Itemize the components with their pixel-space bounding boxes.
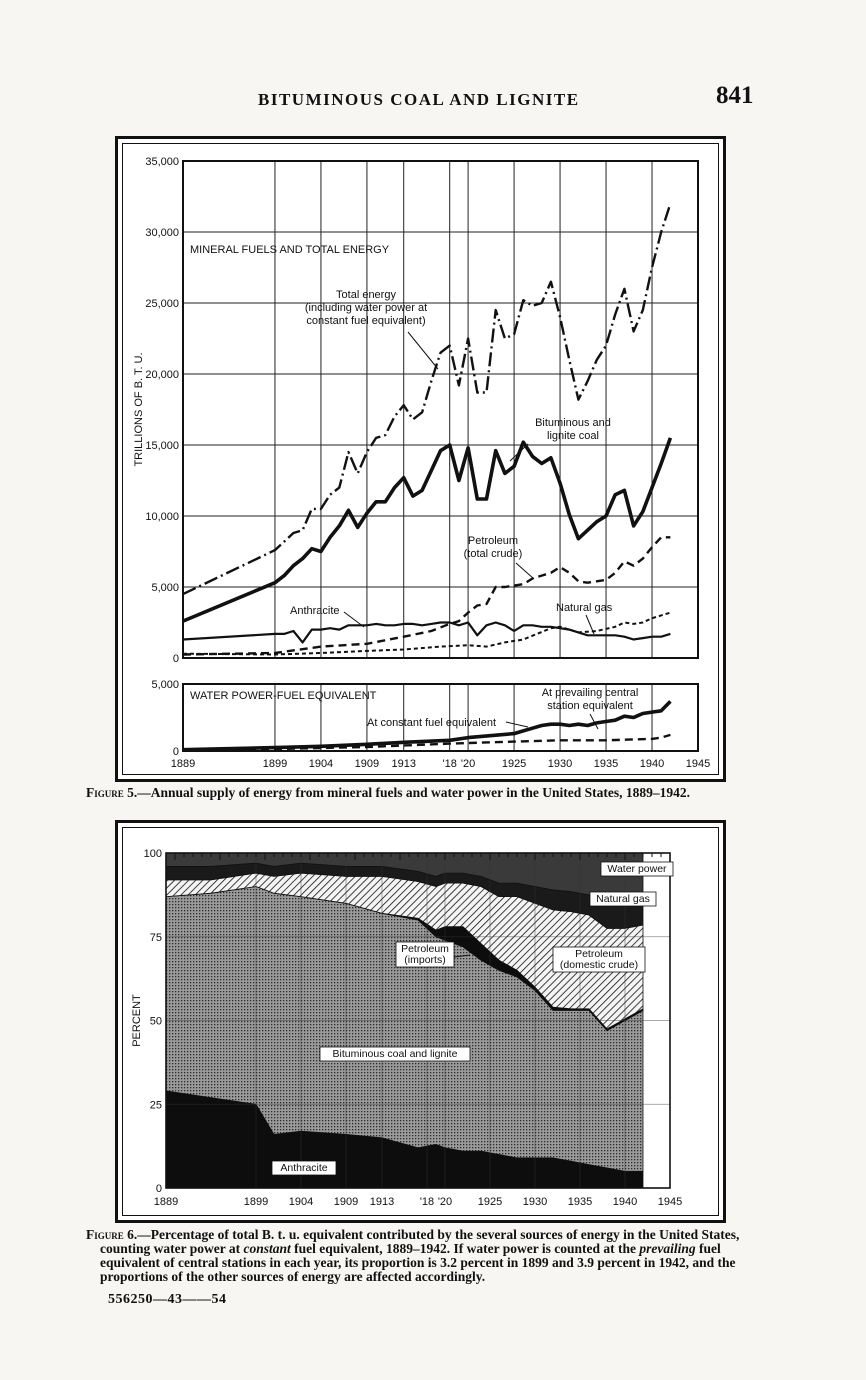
x-tick-label-1940: 1940 [612,1196,638,1208]
label-petroleum-domestic-crude-line-2: (domestic crude) [559,959,639,971]
x-tick-label-1935: 1935 [567,1196,593,1208]
y-tick-label-50: 50 [149,1015,162,1028]
page-number: 841 [716,82,754,109]
label-prevailing-central-station [542,687,639,712]
figure-6-caption [86,1228,776,1284]
label-petroleum-line-1: Petroleum [467,535,519,547]
x-tick-label-1925: 1925 [501,758,527,770]
label-bituminous-coal-line-2: lignite coal [547,430,599,442]
figure-6-caption-text-c: fuel equivalent of central stations in each year, its proportion is 3.2 percent in 1899 and 3.9 percent in 1942, and the proportions of the other sources of energy are affected accordingly. [100,1241,736,1284]
label-natural-gas-line-1: Natural gas [596,893,650,905]
label-water-power-line-1: Water power [607,863,667,875]
label-petroleum [464,535,523,560]
y-axis-label: TRILLIONS OF B. T. U. [133,352,145,467]
print-code-footer: 556250—43——54 [108,1292,227,1307]
leader-petroleum [516,563,534,579]
figure-6-caption-emphasis-constant: constant [243,1241,291,1256]
label-anthracite-line-1: Anthracite [290,605,340,617]
label-total-energy [305,289,427,327]
y-tick-label-15000: 15,000 [145,440,179,452]
figure-6-frame [115,820,726,1223]
label-petroleum-line-2: (total crude) [463,548,523,560]
x-tick-label-1909: 1909 [333,1196,359,1208]
y-tick-label-35000: 35,000 [145,156,179,168]
water-y-tick-label-0: 0 [172,746,179,758]
figure-5-frame [115,136,726,782]
x-tick-label-1889: 1889 [170,758,196,770]
label-petroleum-imports-line-2: (imports) [404,954,446,966]
label-total-energy-line-1: Total energy [336,289,396,301]
label-natural-gas [556,602,613,614]
label-petroleum-imports [401,943,449,966]
y-tick-label-25000: 25,000 [145,298,179,310]
label-constant-fuel-equivalent-line-1: At constant fuel equivalent [367,717,497,729]
leader-total-energy [408,332,438,369]
label-total-energy-line-3: constant fuel equivalent) [306,315,426,327]
y-tick-label-0: 0 [172,653,179,665]
label-prevailing-central-station-line-1: At prevailing central [541,687,639,699]
y-tick-label-100: 100 [143,848,162,860]
figure-6-caption-text-a: .—Percentage of total B. t. u. equivalent contributed by the several sources of energy in the United States, counting water power at [100,1227,740,1256]
x-tick-label-18: '18 [419,1196,435,1208]
series-natural-gas-line [183,613,670,655]
label-petroleum-imports-line-1: Petroleum [401,943,449,955]
label-bituminous-coal-line-1: Bituminous and [535,417,611,429]
x-tick-label-1945: 1945 [685,758,711,770]
figure-5-chart [118,139,723,779]
y-tick-label-20000: 20,000 [145,369,179,381]
figure-6-caption-label: Figure 6 [86,1227,134,1242]
series-total-energy-including-water-power-at-constant-fuel-equivalent-line [183,204,670,594]
label-bituminous-coal [535,417,611,442]
x-tick-label-1904: 1904 [288,1196,314,1208]
x-tick-label-1913: 1913 [369,1196,395,1208]
label-prevailing-central-station-line-2: station equivalent [547,700,633,712]
x-tick-label-1889: 1889 [153,1196,179,1208]
x-tick-label-1904: 1904 [308,758,334,770]
label-bituminous-coal-and-lignite [333,1048,458,1060]
figure-5-caption-label: Figure 5 [86,785,134,800]
y-tick-label-75: 75 [149,931,162,944]
label-total-energy-line-2: (including water power at [304,302,428,314]
label-water-power [607,863,667,875]
y-tick-label-30000: 30,000 [145,227,179,239]
x-tick-label-1913: 1913 [391,758,416,770]
y-tick-label-25: 25 [149,1099,162,1112]
y-tick-label-5000: 5,000 [151,582,179,594]
label-natural-gas [596,893,650,905]
x-tick-label-1930: 1930 [522,1196,548,1208]
y-tick-label-10000: 10,000 [145,511,179,523]
label-natural-gas-line-1: Natural gas [556,602,613,614]
series-petroleum-total-crude-line [183,537,670,654]
x-tick-label-1945: 1945 [657,1196,683,1208]
water-panel-title: WATER POWER-FUEL EQUIVALENT [190,690,377,702]
label-bituminous-coal-and-lignite-line-1: Bituminous coal and lignite [332,1048,458,1060]
label-anthracite [290,605,340,617]
x-tick-label-1940: 1940 [639,758,665,770]
x-tick-label-18: '18 [442,758,457,770]
figure-5-caption [86,786,826,800]
main-panel-border [183,161,698,658]
x-tick-label-1935: 1935 [593,758,619,770]
running-header-title: BITUMINOUS COAL AND LIGNITE [258,90,580,109]
y-axis-label: PERCENT [131,994,143,1047]
y-tick-label-0: 0 [155,1183,162,1195]
x-tick-label-1899: 1899 [262,758,288,770]
x-tick-label-1909: 1909 [354,758,380,770]
main-panel-title: MINERAL FUELS AND TOTAL ENERGY [190,244,390,256]
figure-6-caption-text-b: fuel equivalent, 1889–1942. If water power is counted at the [290,1241,640,1256]
label-petroleum-domestic-crude-line-1: Petroleum [575,948,623,960]
x-tick-label-1930: 1930 [547,758,573,770]
water-y-tick-label-5000: 5,000 [151,679,179,691]
x-tick-label-20: '20 [437,1196,453,1208]
x-tick-label-1899: 1899 [243,1196,269,1208]
series-anthracite-line [183,623,670,643]
label-anthracite [280,1162,327,1174]
label-anthracite-line-1: Anthracite [280,1162,328,1174]
series-bituminous-and-lignite-coal-line [183,438,670,621]
label-constant-fuel-equivalent [367,717,496,729]
figure-6-chart [118,823,723,1220]
x-tick-label-20: '20 [460,758,476,770]
figure-5-caption-text: .—Annual supply of energy from mineral fuels and water power in the United States, 1889–1942. [133,785,691,800]
leader-constant-fuel-equivalent [506,722,528,727]
x-tick-label-1925: 1925 [477,1196,503,1208]
figure-6-caption-emphasis-prevailing: prevailing [639,1241,696,1256]
